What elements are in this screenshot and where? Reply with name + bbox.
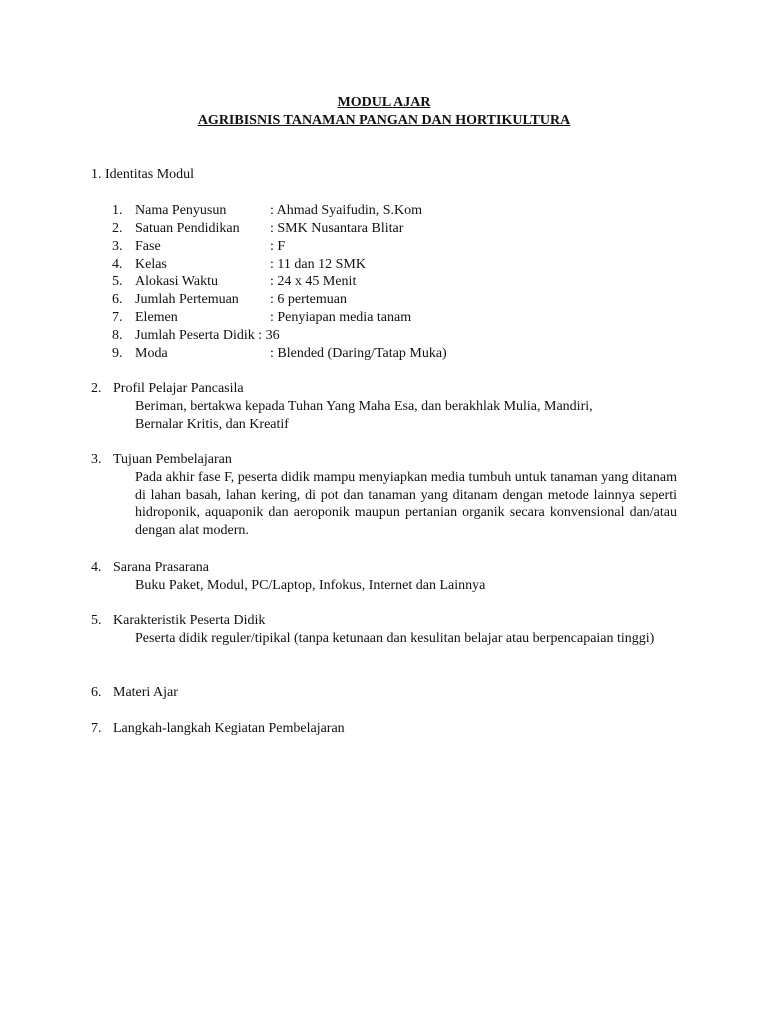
identity-item-value: : 6 pertemuan: [270, 292, 347, 307]
identity-item-label: Jumlah Pertemuan: [135, 292, 239, 307]
section-paragraph: Peserta didik reguler/tipikal (tanpa ketunaan dan kesulitan belajar atau berpencapaian tinggi): [135, 631, 655, 646]
section-title: Langkah-langkah Kegiatan Pembelajaran: [113, 721, 345, 736]
identity-item-label: Elemen: [135, 310, 178, 325]
section-text-line: Bernalar Kritis, dan Kreatif: [135, 417, 289, 432]
section-title: Materi Ajar: [113, 685, 178, 700]
identity-item-value: : Penyiapan media tanam: [270, 310, 412, 325]
identity-item-value: : SMK Nusantara Blitar: [270, 221, 404, 236]
identity-item-value: : F: [270, 239, 286, 254]
identity-item-label: Jumlah Peserta Didik : 36: [135, 328, 280, 343]
identity-item-number: 2.: [112, 221, 123, 236]
identity-item-value: : 11 dan 12 SMK: [270, 257, 366, 272]
identity-item-value: : Blended (Daring/Tatap Muka): [270, 346, 447, 361]
identity-item-number: 3.: [112, 239, 123, 254]
identity-item-number: 5.: [112, 274, 123, 289]
document-subtitle: AGRIBISNIS TANAMAN PANGAN DAN HORTIKULTURA: [197, 113, 571, 128]
identity-item-number: 7.: [112, 310, 123, 325]
identity-item-label: Moda: [135, 346, 168, 361]
identity-item-label: Satuan Pendidikan: [135, 221, 240, 236]
identity-heading: 1. Identitas Modul: [91, 167, 195, 182]
identity-item-value: : Ahmad Syaifudin, S.Kom: [270, 203, 423, 218]
section-number: 3.: [91, 452, 102, 467]
section-number: 6.: [91, 685, 102, 700]
identity-item-number: 6.: [112, 292, 123, 307]
identity-item-number: 4.: [112, 257, 123, 272]
section-number: 2.: [91, 381, 102, 396]
identity-item-value: : 24 x 45 Menit: [270, 274, 357, 289]
identity-item-number: 9.: [112, 346, 123, 361]
document-title: MODUL AJAR: [337, 95, 431, 110]
section-number: 7.: [91, 721, 102, 736]
section-title: Tujuan Pembelajaran: [113, 452, 232, 467]
identity-item-number: 1.: [112, 203, 123, 218]
identity-item-label: Kelas: [135, 257, 167, 272]
identity-item-label: Alokasi Waktu: [135, 274, 218, 289]
section-text-line: Beriman, bertakwa kepada Tuhan Yang Maha Esa, dan berakhlak Mulia, Mandiri,: [135, 399, 593, 414]
section-title: Karakteristik Peserta Didik: [113, 613, 266, 628]
section-paragraph: Pada akhir fase F, peserta didik mampu menyiapkan media tumbuh untuk tanaman yang ditanam di lahan basah, lahan kering, di pot dan tanaman yang ditanam dengan metode lainnya seperti hidroponik, aquaponik dan aeroponik maupun pertanian organik secara konvensional dan/atau dengan alat modern.: [135, 470, 677, 538]
identity-item-number: 8.: [112, 328, 123, 343]
section-title: Sarana Prasarana: [113, 560, 210, 575]
section-number: 5.: [91, 613, 102, 628]
identity-item-label: Fase: [135, 239, 161, 254]
section-title: Profil Pelajar Pancasila: [113, 381, 244, 396]
identity-item-label: Nama Penyusun: [135, 203, 227, 218]
section-text-line: Buku Paket, Modul, PC/Laptop, Infokus, Internet dan Lainnya: [135, 578, 486, 593]
section-number: 4.: [91, 560, 102, 575]
